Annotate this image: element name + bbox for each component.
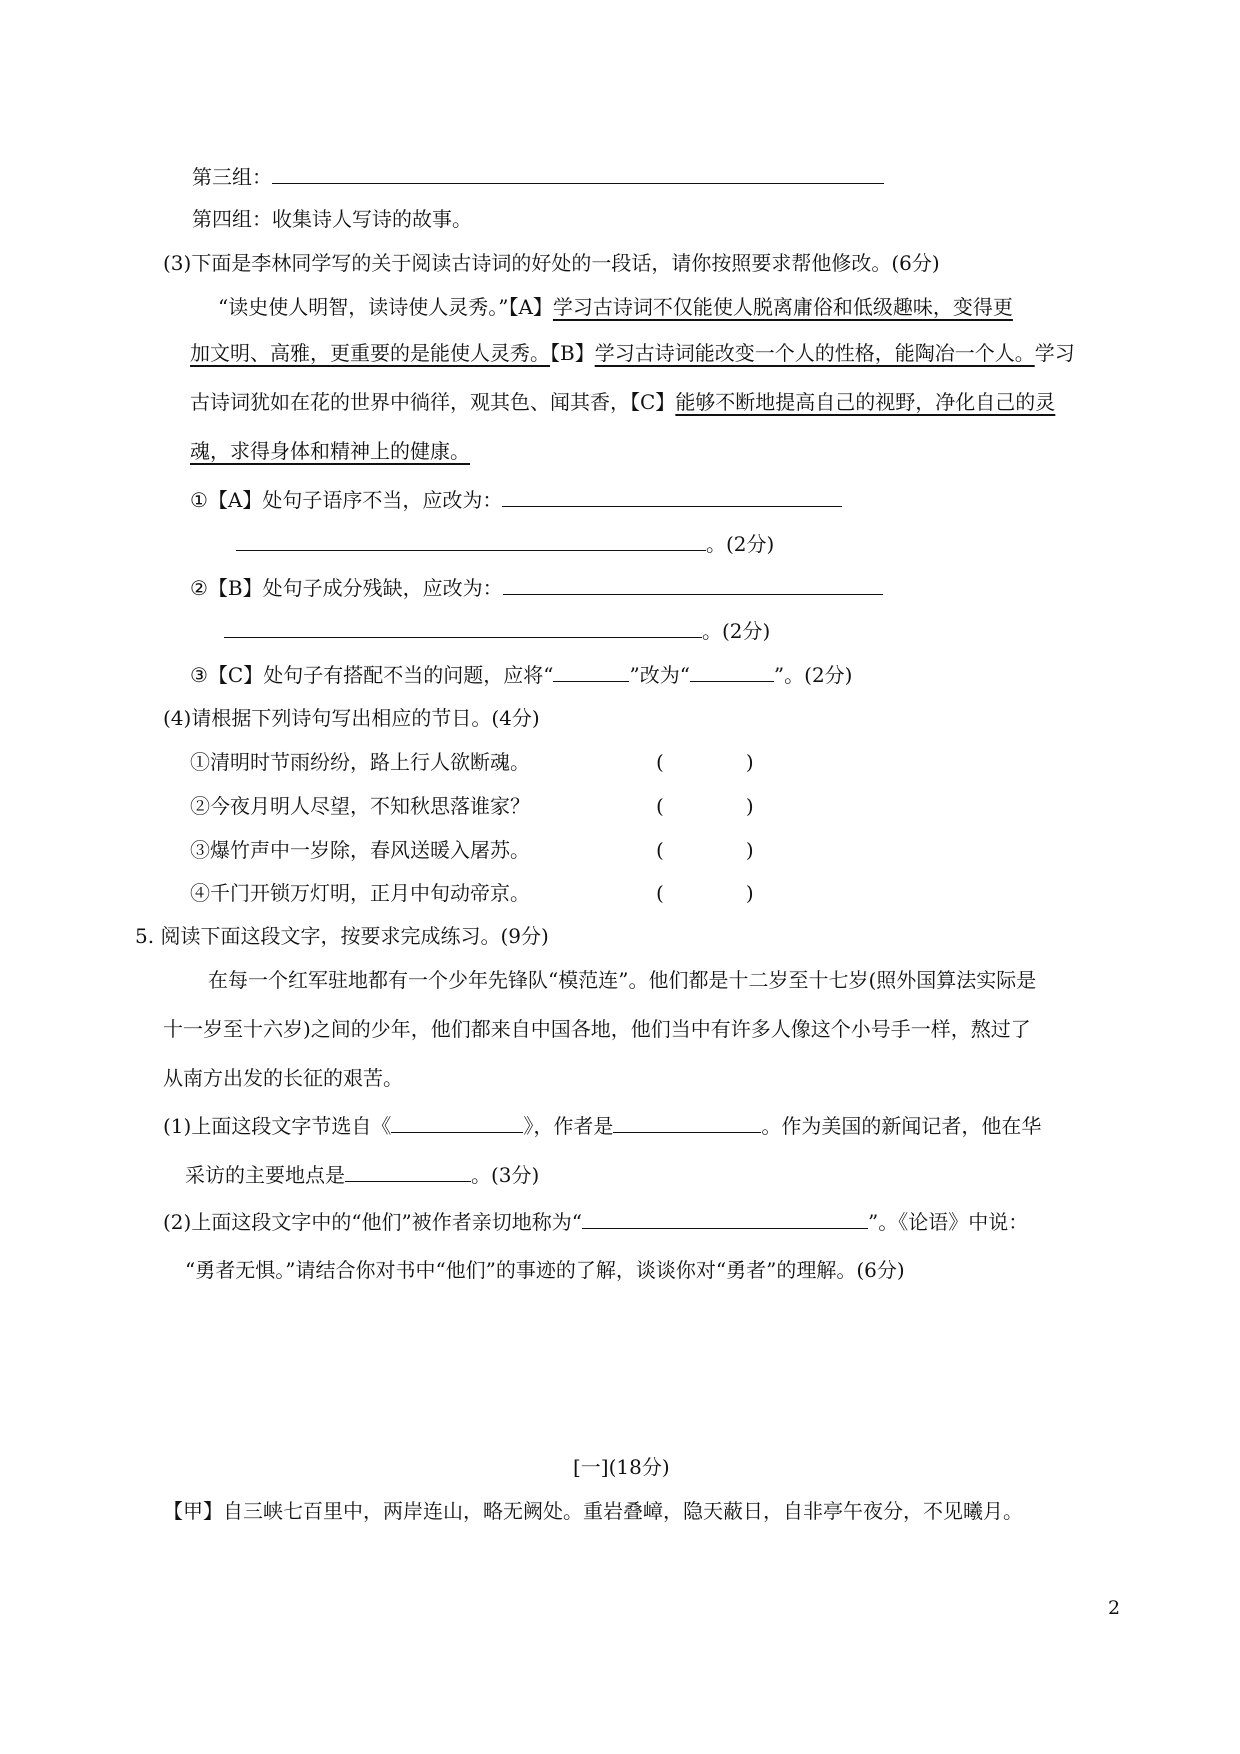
q3-sub1-blank[interactable]: [502, 484, 842, 507]
q4-paren-close: ): [745, 794, 754, 818]
q4-paren-open: (: [656, 838, 664, 862]
q4-item-text: ④千门开锁万灯明，正月中旬动帝京。: [190, 881, 530, 905]
q4-item-text: ②今夜月明人尽望，不知秋思落谁家？: [190, 794, 530, 818]
q3-sub2-score: 。(2分): [702, 619, 771, 643]
q5-sub1-text: 采访的主要地点是: [185, 1163, 345, 1187]
q3-paragraph-line3: [190, 387, 1055, 417]
q5-author-blank[interactable]: [613, 1110, 761, 1133]
q3-para-text: 古诗词犹如在花的世界中徜徉，观其色、闻其香，【C】: [190, 390, 676, 414]
q4-item-text: ①清明时节雨纷纷，路上行人欲断魂。: [190, 750, 530, 774]
q5-prompt: 5. 阅读下面这段文字，按要求完成练习。(9分): [135, 924, 549, 948]
q3-sub1-blank-2[interactable]: [236, 528, 706, 551]
q5-book-title-blank[interactable]: [391, 1110, 523, 1133]
section-title: [一](18分): [573, 1455, 670, 1479]
q3-prompt: (3)下面是李林同学写的关于阅读古诗词的好处的一段话，请你按照要求帮他修改。(6分): [163, 251, 940, 275]
q5-paragraph-line2: 十一岁至十六岁)之间的少年，他们都来自中国各地，他们当中有许多人像这个小号手一样，熬过了: [163, 1017, 1031, 1041]
q5-nickname-blank[interactable]: [582, 1206, 868, 1229]
q3-sub2: [190, 572, 883, 603]
q3-paragraph-line1: [218, 292, 1013, 322]
q3-sub2-label: ②【B】处句子成分残缺，应改为：: [190, 576, 503, 600]
q4-paren-close: ): [745, 881, 754, 905]
q3-underlined-b: 学习古诗词能改变一个人的性格，能陶冶一个人。: [594, 341, 1035, 365]
q4-item: [190, 747, 754, 777]
q5-sub1-score: 。(3分): [471, 1163, 540, 1187]
q3-sub3-blank-1[interactable]: [553, 659, 629, 682]
q4-item: [190, 878, 754, 908]
q4-paren-open: (: [656, 750, 664, 774]
q3-sub2-blank[interactable]: [503, 572, 883, 595]
q5-sub2-text: ”。《论语》中说：: [868, 1210, 1029, 1234]
group3-label: 第三组：: [192, 165, 272, 189]
q5-sub1: [163, 1110, 1041, 1141]
q3-marker-b: 【B】: [550, 341, 595, 365]
q3-sub1-cont: [236, 528, 774, 559]
q5-paragraph-line1: 在每一个红军驻地都有一个少年先锋队“模范连”。他们都是十二岁至十七岁(照外国算法实际是: [208, 968, 1037, 992]
q3-sub2-cont: [224, 615, 770, 646]
q4-prompt: (4)请根据下列诗句写出相应的节日。(4分): [163, 706, 540, 730]
q4-paren-close: ): [745, 838, 754, 862]
q3-para-text: “读史使人明智，读诗使人灵秀。”【A】: [218, 295, 553, 319]
q5-sub1-text: 》，作者是: [523, 1114, 614, 1138]
q3-sub1-score: 。(2分): [706, 532, 775, 556]
q3-paragraph-line4: [190, 436, 470, 466]
q5-sub2-cont: “勇者无惧。”请结合你对书中“他们”的事迹的了解，谈谈你对“勇者”的理解。(6分): [185, 1258, 905, 1282]
q3-sub1-label: ①【A】处句子语序不当，应改为：: [190, 488, 503, 512]
q3-sub2-blank-2[interactable]: [224, 615, 702, 638]
q4-item-text: ③爆竹声中一岁除，春风送暖入屠苏。: [190, 838, 530, 862]
q3-underlined-c: 能够不断地提高自己的视野，净化自己的灵: [675, 390, 1056, 414]
q5-sub1-text: 。作为美国的新闻记者，他在华: [761, 1114, 1042, 1138]
q4-paren-close: ): [745, 750, 754, 774]
q3-para-text: 学习: [1034, 341, 1075, 365]
q3-sub3-blank-2[interactable]: [690, 659, 774, 682]
group3-answer-blank[interactable]: [272, 161, 884, 184]
q3-sub3: [190, 659, 852, 690]
group3-line: [192, 161, 884, 192]
page-number: 2: [1108, 1597, 1121, 1619]
q3-underlined-c-cont: 魂，求得身体和精神上的健康。: [190, 439, 470, 463]
q3-sub3-score: ”。(2分): [773, 663, 853, 687]
q3-underlined-a-cont: 加文明、高雅，更重要的是能使人灵秀。: [190, 341, 550, 365]
q4-paren-open: (: [656, 794, 664, 818]
q5-paragraph-line3: 从南方出发的长征的艰苦。: [163, 1066, 403, 1090]
q3-underlined-a: 学习古诗词不仅能使人脱离庸俗和低级趣味，变得更: [552, 295, 1013, 319]
q5-location-blank[interactable]: [345, 1159, 471, 1182]
group4-line: 第四组：收集诗人写诗的故事。: [192, 207, 472, 231]
q5-sub1-text: (1)上面这段文字节选自《: [163, 1114, 392, 1138]
jia-passage: 【甲】自三峡七百里中，两岸连山，略无阙处。重岩叠嶂，隐天蔽日，自非亭午夜分，不见曦月。: [163, 1499, 1023, 1523]
q4-item: [190, 835, 754, 865]
q3-sub1: [190, 484, 842, 515]
q5-sub2: [163, 1206, 1028, 1237]
q5-sub1-cont: [185, 1159, 539, 1190]
q3-paragraph-line2: [190, 338, 1075, 368]
q4-paren-open: (: [656, 881, 664, 905]
q5-sub2-text: (2)上面这段文字中的“他们”被作者亲切地称为“: [163, 1210, 583, 1234]
q3-sub3-text: ③【C】处句子有搭配不当的问题，应将“: [190, 663, 554, 687]
q4-item: [190, 791, 754, 821]
q3-sub3-text: ”改为“: [629, 663, 690, 687]
